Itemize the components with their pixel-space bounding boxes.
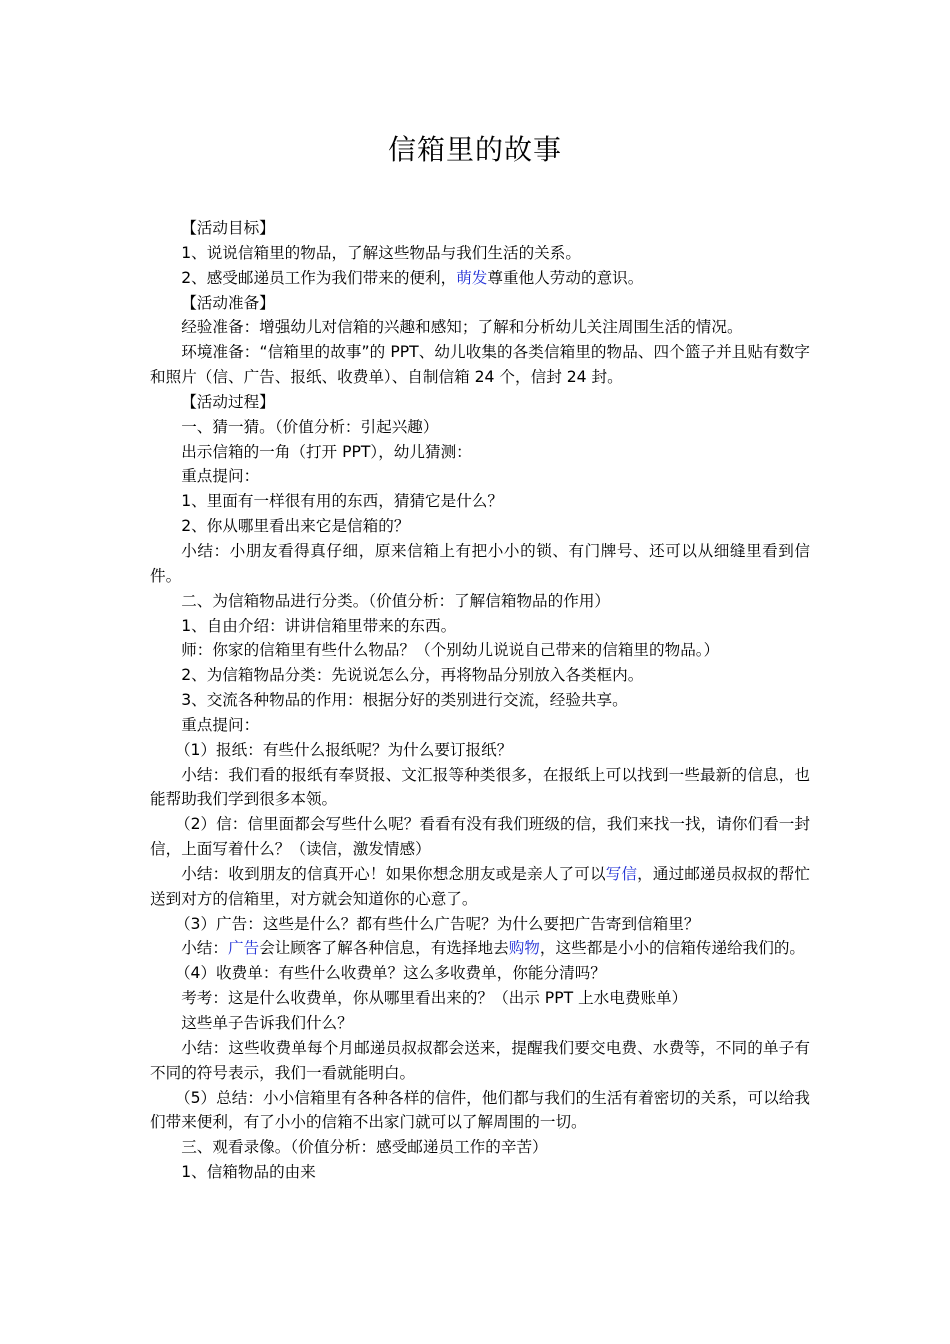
- paragraph: [150, 390, 810, 415]
- paragraph: [150, 1011, 810, 1036]
- paragraph: [150, 415, 810, 440]
- paragraph: [150, 986, 810, 1011]
- inline-link[interactable]: 萌发: [456, 268, 488, 287]
- paragraph: [150, 539, 810, 589]
- paragraph: [150, 688, 810, 713]
- paragraph: [150, 489, 810, 514]
- paragraph: [150, 912, 810, 937]
- paragraph-text: 会让顾客了解各种信息，有选择地去: [259, 939, 509, 958]
- paragraph: [150, 763, 810, 813]
- paragraph-text: 一、猜一猜。（价值分析：引起兴趣）: [181, 417, 439, 436]
- paragraph-text: ，通过邮递员叔叔的帮忙送到对方的信箱里，对方就会知道你的心意了。: [150, 864, 810, 908]
- paragraph: [150, 589, 810, 614]
- inline-link[interactable]: 购物: [508, 939, 540, 958]
- paragraph-text: （4）收费单：有些什么收费单？这么多收费单，你能分清吗？: [174, 964, 606, 983]
- paragraph-text: 小结：我们看的报纸有奉贤报、文汇报等种类很多，在报纸上可以找到一些最新的信息，也能帮助我们学到很多本领。: [150, 765, 810, 809]
- paragraph-text: 这些单子告诉我们什么？: [181, 1014, 353, 1032]
- paragraph: [150, 266, 810, 291]
- paragraph: [150, 291, 810, 316]
- paragraph-text: 环境准备：“信箱里的故事”的 PPT、幼儿收集的各类信箱里的物品、四个篮子并且贴有数字和照片（信、广告、报纸、收费单）、自制信箱 24 个，信封 24 封。: [150, 343, 810, 387]
- paragraph-text: 小结：: [181, 939, 228, 958]
- paragraph-text: （2）信：信里面都会写些什么呢？看看有没有我们班级的信，我们来找一找，请你们看一封信，上面写着什么？（读信，激发情感）: [150, 815, 810, 859]
- paragraph-text: （1）报纸：有些什么报纸呢？为什么要订报纸？: [174, 740, 513, 759]
- paragraph-text: 1、信箱物品的由来: [181, 1163, 316, 1182]
- paragraph-text: 2、为信箱物品分类：先说说怎么分，再将物品分别放入各类框内。: [181, 666, 644, 685]
- paragraph-text: 2、感受邮递员工作为我们带来的便利，: [181, 268, 457, 287]
- paragraph-text: ，这些都是小小的信箱传递给我们的。: [539, 939, 806, 958]
- paragraph: [150, 638, 810, 663]
- paragraph: [150, 812, 810, 862]
- paragraph: [150, 216, 810, 241]
- paragraph-text: 尊重他人劳动的意识。: [487, 268, 644, 287]
- paragraph-text: 重点提问：: [181, 715, 260, 734]
- paragraph: [150, 738, 810, 763]
- paragraph-text: 1、自由介绍：讲讲信箱里带来的东西。: [181, 616, 457, 635]
- paragraph: [150, 340, 810, 390]
- paragraph: [150, 614, 810, 639]
- paragraph-text: （5）总结：小小信箱里有各种各样的信件，他们都与我们的生活有着密切的关系，可以给我们带来便利，有了小小的信箱不出家门就可以了解周围的一切。: [150, 1088, 810, 1132]
- paragraph: [150, 663, 810, 688]
- paragraph: [150, 1036, 810, 1086]
- paragraph-text: 1、里面有一样很有用的东西，猜猜它是什么？: [181, 492, 503, 511]
- paragraph: [150, 440, 810, 465]
- paragraph: [150, 1160, 810, 1185]
- paragraph: [150, 961, 810, 986]
- paragraph-text: 2、你从哪里看出来它是信箱的？: [181, 517, 410, 536]
- paragraph-text: 师：你家的信箱里有些什么物品？（个别幼儿说说自己带来的信箱里的物品。）: [181, 641, 720, 660]
- paragraph-text: 小结：小朋友看得真仔细，原来信箱上有把小小的锁、有门牌号、还可以从细缝里看到信件。: [150, 541, 810, 585]
- paragraph-text: 小结：收到朋友的信真开心！如果你想念朋友或是亲人了可以: [181, 864, 606, 883]
- inline-link[interactable]: 写信: [605, 864, 638, 883]
- inline-link[interactable]: 广告: [227, 939, 260, 958]
- paragraph-text: 3、交流各种物品的作用：根据分好的类别进行交流，经验共享。: [181, 691, 628, 710]
- paragraph: [150, 241, 810, 266]
- paragraph-text: 【活动目标】: [181, 219, 275, 237]
- paragraph: [150, 514, 810, 539]
- paragraph-text: 【活动准备】: [181, 293, 275, 312]
- paragraph-text: 二、为信箱物品进行分类。（价值分析：了解信箱物品的作用）: [181, 591, 611, 610]
- paragraph: [150, 1135, 810, 1160]
- paragraph: [150, 464, 810, 489]
- paragraph-text: 【活动过程】: [181, 392, 275, 411]
- paragraph: [150, 315, 810, 340]
- paragraph: [150, 713, 810, 738]
- paragraph: [150, 862, 810, 912]
- document-body: [150, 216, 810, 1185]
- paragraph-text: 三、观看录像。（价值分析：感受邮递员工作的辛苦）: [181, 1138, 548, 1157]
- paragraph-text: 重点提问：: [181, 467, 260, 486]
- paragraph-text: （3）广告：这些是什么？都有些什么广告呢？为什么要把广告寄到信箱里？: [174, 914, 700, 933]
- paragraph-text: 出示信箱的一角（打开 PPT），幼儿猜测：: [181, 442, 472, 461]
- page-title: 信箱里的故事: [387, 133, 562, 166]
- paragraph-text: 考考：这是什么收费单，你从哪里看出来的？（出示 PPT 上水电费账单）: [181, 989, 688, 1008]
- paragraph-text: 1、说说信箱里的物品，了解这些物品与我们生活的关系。: [181, 243, 581, 262]
- paragraph: [150, 936, 810, 961]
- paragraph-text: 经验准备：增强幼儿对信箱的兴趣和感知；了解和分析幼儿关注周围生活的情况。: [181, 318, 743, 337]
- paragraph-text: 小结：这些收费单每个月邮递员叔叔都会送来，提醒我们要交电费、水费等，不同的单子有不同的符号表示，我们一看就能明白。: [150, 1038, 810, 1082]
- paragraph: [150, 1086, 810, 1136]
